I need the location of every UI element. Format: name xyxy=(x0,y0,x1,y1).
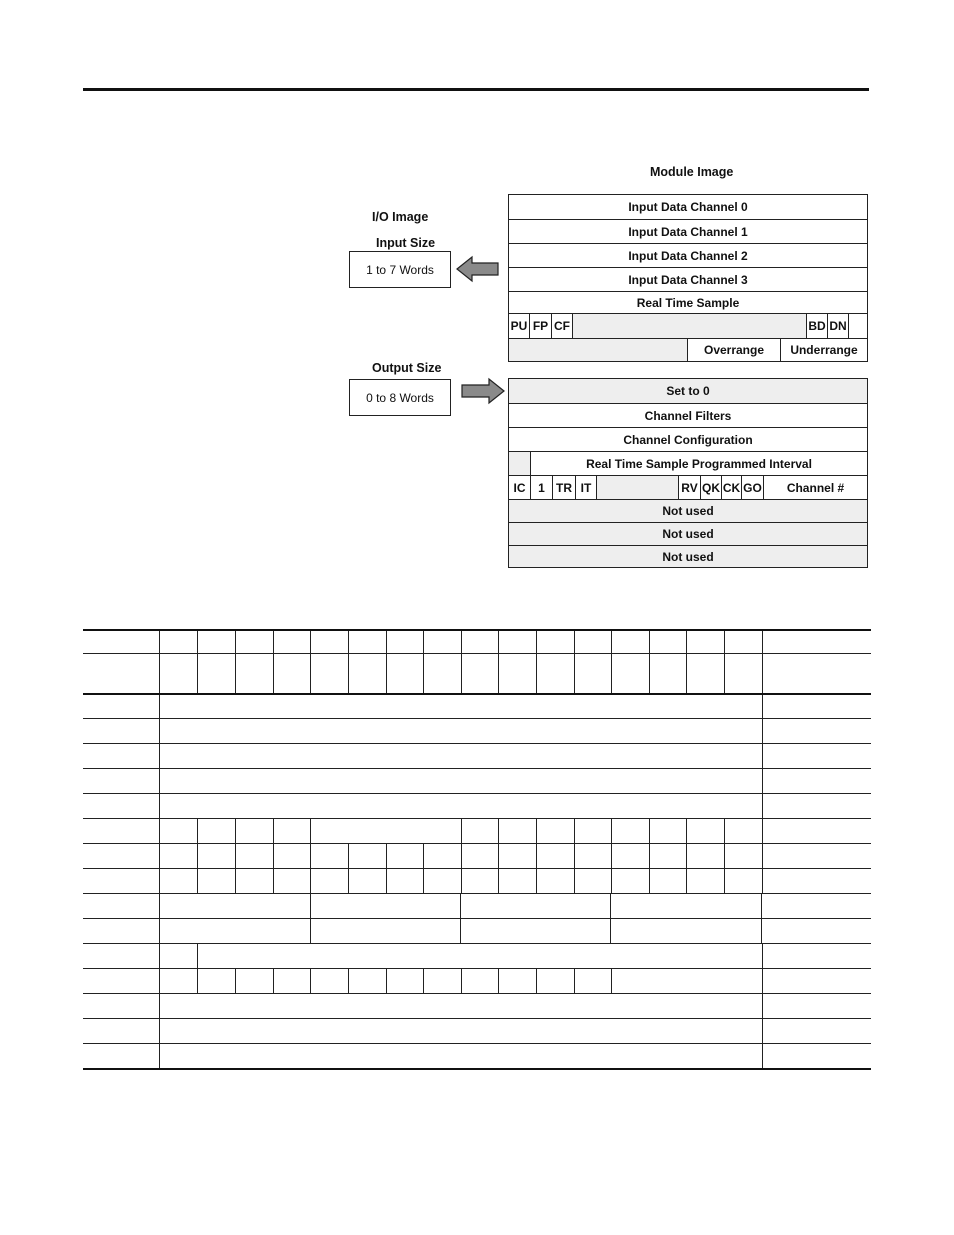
table-cell xyxy=(349,969,387,993)
table-cell xyxy=(763,844,871,868)
table-cell xyxy=(687,819,725,843)
table-row xyxy=(83,893,871,918)
table-cell xyxy=(83,994,160,1018)
table-cell xyxy=(160,819,198,843)
table-bottom-rule xyxy=(83,1068,871,1070)
table-cell xyxy=(575,844,612,868)
table-cell xyxy=(387,869,424,893)
input-row-2 xyxy=(509,243,867,267)
table-cell xyxy=(462,844,499,868)
table-cell xyxy=(311,869,349,893)
status-bit-spare xyxy=(849,314,867,338)
table-cell xyxy=(612,969,763,993)
status-bits-unused xyxy=(573,314,807,338)
table-cell xyxy=(462,654,499,693)
table-cell xyxy=(160,919,311,943)
underrange-cell: Underrange xyxy=(790,343,858,357)
table-cell xyxy=(725,844,763,868)
table-cell xyxy=(83,769,160,793)
table-cell xyxy=(349,844,387,868)
table-cell xyxy=(612,819,650,843)
table-cell xyxy=(83,969,160,993)
table-cell xyxy=(236,969,274,993)
io-image-title: I/O Image xyxy=(372,210,429,224)
table-cell xyxy=(612,654,650,693)
table-cell xyxy=(461,894,611,918)
table-cell xyxy=(83,944,160,968)
input-row-label: Input Data Channel 2 xyxy=(628,248,748,263)
config-bit: GO xyxy=(742,476,764,499)
table-cell xyxy=(83,631,160,653)
config-bit: IT xyxy=(576,476,597,499)
not-used-label: Not used xyxy=(662,527,714,541)
table-cell xyxy=(274,844,311,868)
table-cell xyxy=(499,654,537,693)
table-cell xyxy=(611,894,762,918)
output-row-label: Set to 0 xyxy=(666,384,710,398)
input-row-label: Real Time Sample xyxy=(636,295,740,310)
channel-filters-row xyxy=(509,403,867,427)
range-unused xyxy=(509,339,688,361)
table-cell xyxy=(83,844,160,868)
table-cell xyxy=(763,1019,871,1043)
table-row xyxy=(83,768,871,793)
table-cell xyxy=(83,819,160,843)
table-cell xyxy=(612,844,650,868)
table-cell xyxy=(160,944,198,968)
table-cell xyxy=(198,631,236,653)
table-cell xyxy=(387,654,424,693)
table-cell xyxy=(725,631,763,653)
table-cell xyxy=(160,719,763,743)
table-cell xyxy=(198,844,236,868)
table-cell xyxy=(763,794,871,818)
output-size-box xyxy=(349,379,451,416)
config-bit: CK xyxy=(722,476,742,499)
table-cell xyxy=(650,844,687,868)
module-image-title: Module Image xyxy=(650,165,734,179)
table-cell xyxy=(575,819,612,843)
table-cell xyxy=(762,919,871,943)
table-row xyxy=(83,943,871,968)
table-cell xyxy=(763,695,871,718)
input-row-0 xyxy=(509,195,867,219)
table-cell xyxy=(687,631,725,653)
table-cell xyxy=(83,919,160,943)
status-bits-row xyxy=(509,313,867,338)
table-row xyxy=(83,843,871,868)
table-row xyxy=(83,1043,871,1068)
table-cell xyxy=(612,869,650,893)
table-cell xyxy=(687,654,725,693)
table-cell xyxy=(160,769,763,793)
input-size-label: Input Size xyxy=(376,236,436,250)
table-cell xyxy=(763,819,871,843)
module-image-input-block xyxy=(508,194,868,362)
table-row xyxy=(83,793,871,818)
output-row-label: Channel Filters xyxy=(644,408,732,423)
output-size-label: Output Size xyxy=(372,361,442,375)
table-cell xyxy=(499,969,537,993)
table-cell xyxy=(687,869,725,893)
table-cell xyxy=(499,844,537,868)
table-cell xyxy=(650,631,687,653)
channel-number-cell: Channel # xyxy=(786,480,845,495)
table-header-row xyxy=(83,629,871,653)
interval-label: Real Time Sample Programmed Interval xyxy=(586,456,812,471)
table-cell xyxy=(311,654,349,693)
config-bit: IC xyxy=(509,476,531,499)
table-cell xyxy=(611,919,762,943)
table-cell xyxy=(424,869,462,893)
config-bits-unused xyxy=(597,476,679,499)
table-cell xyxy=(349,631,387,653)
table-row xyxy=(83,993,871,1018)
table-cell xyxy=(499,819,537,843)
table-cell xyxy=(461,919,611,943)
table-cell xyxy=(575,631,612,653)
table-cell xyxy=(160,994,763,1018)
interval-row xyxy=(509,451,867,475)
status-bit: BD xyxy=(807,314,828,338)
table-row xyxy=(83,743,871,768)
table-cell xyxy=(198,654,236,693)
table-cell xyxy=(763,1044,871,1068)
table-cell xyxy=(763,631,871,653)
table-cell xyxy=(311,631,349,653)
output-arrow-icon xyxy=(460,377,506,407)
overrange-cell: Overrange xyxy=(688,339,781,361)
header-rule xyxy=(83,88,869,91)
input-row-3 xyxy=(509,267,867,291)
table-cell xyxy=(198,819,236,843)
input-arrow-icon xyxy=(456,255,500,285)
table-cell xyxy=(424,969,462,993)
table-cell xyxy=(311,819,462,843)
table-cell xyxy=(83,695,160,718)
table-row xyxy=(83,968,871,993)
table-cell xyxy=(575,969,612,993)
table-cell xyxy=(160,695,763,718)
table-cell xyxy=(763,944,871,968)
table-cell xyxy=(687,844,725,868)
table-cell xyxy=(160,869,198,893)
table-cell xyxy=(763,969,871,993)
table-cell xyxy=(160,1044,763,1068)
table-cell xyxy=(763,994,871,1018)
table-cell xyxy=(462,819,499,843)
table-cell xyxy=(236,819,274,843)
table-cell xyxy=(424,654,462,693)
table-cell xyxy=(311,844,349,868)
module-image-output-block xyxy=(508,378,868,568)
table-cell xyxy=(198,944,763,968)
table-cell xyxy=(499,869,537,893)
input-row-label: Input Data Channel 1 xyxy=(628,224,748,239)
table-cell xyxy=(650,654,687,693)
not-used-row xyxy=(509,545,867,567)
table-cell xyxy=(537,654,575,693)
table-cell xyxy=(763,769,871,793)
table-row xyxy=(83,868,871,893)
table-cell xyxy=(387,844,424,868)
table-cell xyxy=(311,894,461,918)
table-cell xyxy=(537,844,575,868)
table-cell xyxy=(424,844,462,868)
table-cell xyxy=(160,654,198,693)
table-cell xyxy=(83,654,160,693)
set-to-zero-row xyxy=(509,379,867,403)
table-cell xyxy=(650,869,687,893)
table-cell xyxy=(160,969,198,993)
table-row xyxy=(83,1018,871,1043)
config-bits-row xyxy=(509,475,867,499)
table-cell xyxy=(763,744,871,768)
table-cell xyxy=(160,844,198,868)
table-cell xyxy=(763,719,871,743)
input-size-box xyxy=(349,251,451,288)
table-cell xyxy=(160,631,198,653)
table-cell xyxy=(725,869,763,893)
table-row xyxy=(83,718,871,743)
table-cell xyxy=(575,654,612,693)
table-cell xyxy=(83,744,160,768)
table-cell xyxy=(387,969,424,993)
table-cell xyxy=(462,631,499,653)
input-row-label: Input Data Channel 0 xyxy=(628,200,748,214)
table-cell xyxy=(349,654,387,693)
config-bit: QK xyxy=(701,476,722,499)
table-cell xyxy=(83,1019,160,1043)
status-bit: PU xyxy=(509,314,530,338)
bit-map-table xyxy=(83,629,871,1070)
table-cell xyxy=(83,1044,160,1068)
not-used-label: Not used xyxy=(662,549,714,564)
table-cell xyxy=(763,654,871,693)
table-cell xyxy=(311,969,349,993)
input-row-1 xyxy=(509,219,867,243)
table-cell xyxy=(236,654,274,693)
not-used-row xyxy=(509,522,867,545)
table-cell xyxy=(537,631,575,653)
table-cell xyxy=(236,869,274,893)
table-cell xyxy=(198,969,236,993)
table-cell xyxy=(575,869,612,893)
config-bit: TR xyxy=(553,476,576,499)
table-cell xyxy=(462,969,499,993)
status-bit: CF xyxy=(552,314,573,338)
config-bit: RV xyxy=(679,476,701,499)
status-bit: DN xyxy=(828,314,849,338)
not-used-row xyxy=(509,499,867,522)
table-cell xyxy=(160,794,763,818)
table-cell xyxy=(537,969,575,993)
table-cell xyxy=(349,869,387,893)
table-cell xyxy=(83,894,160,918)
table-cell xyxy=(83,794,160,818)
table-cell xyxy=(160,744,763,768)
real-time-sample-row xyxy=(509,291,867,313)
table-cell xyxy=(274,969,311,993)
table-cell xyxy=(763,869,871,893)
range-row xyxy=(509,338,867,361)
status-bit: FP xyxy=(530,314,552,338)
table-cell xyxy=(198,869,236,893)
input-row-label: Input Data Channel 3 xyxy=(628,272,748,287)
table-cell xyxy=(499,631,537,653)
interval-unused xyxy=(509,452,531,475)
table-cell xyxy=(650,819,687,843)
table-cell xyxy=(462,869,499,893)
table-cell xyxy=(725,819,763,843)
input-size-value: 1 to 7 Words xyxy=(366,262,434,277)
output-size-value: 0 to 8 Words xyxy=(366,390,434,405)
output-row-label: Channel Configuration xyxy=(623,432,753,447)
table-cell xyxy=(537,869,575,893)
table-cell xyxy=(274,869,311,893)
table-row xyxy=(83,818,871,843)
table-row xyxy=(83,918,871,943)
table-cell xyxy=(236,844,274,868)
table-cell xyxy=(83,719,160,743)
table-cell xyxy=(274,631,311,653)
table-cell xyxy=(236,631,274,653)
config-bit: 1 xyxy=(531,476,553,499)
table-cell xyxy=(537,819,575,843)
table-cell xyxy=(83,869,160,893)
table-cell xyxy=(274,819,311,843)
not-used-label: Not used xyxy=(662,504,714,518)
table-cell xyxy=(160,1019,763,1043)
table-row xyxy=(83,693,871,718)
table-cell xyxy=(725,654,763,693)
table-cell xyxy=(160,894,311,918)
table-cell xyxy=(274,654,311,693)
table-cell xyxy=(424,631,462,653)
table-cell xyxy=(387,631,424,653)
table-cell xyxy=(311,919,461,943)
table-header-row xyxy=(83,653,871,693)
table-cell xyxy=(612,631,650,653)
channel-configuration-row xyxy=(509,427,867,451)
table-cell xyxy=(762,894,871,918)
